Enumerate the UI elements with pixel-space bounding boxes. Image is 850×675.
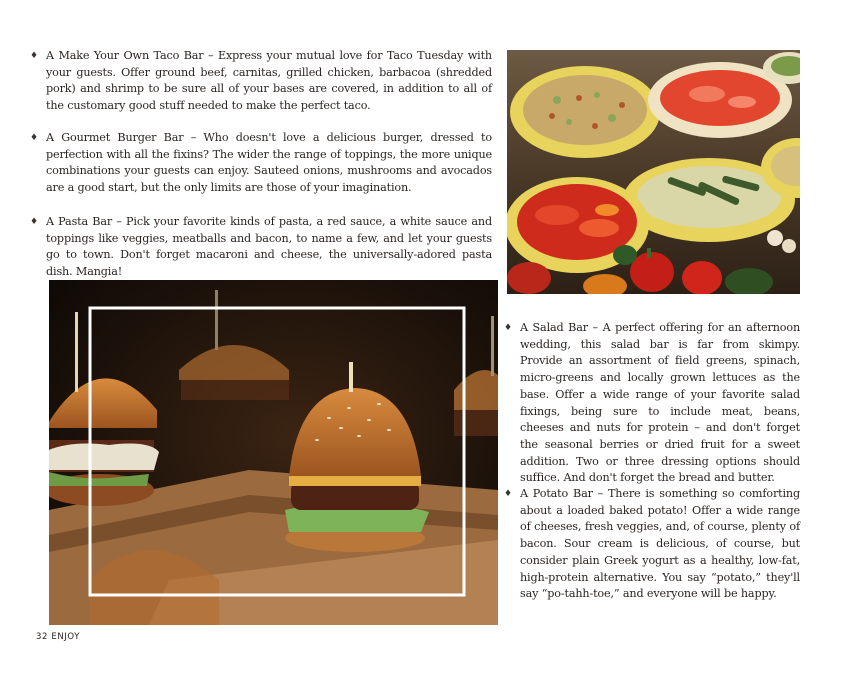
bullet-icon: ♦ <box>30 51 38 61</box>
taco-bar-paragraph <box>30 48 492 115</box>
red-pepper <box>630 252 674 292</box>
page-footer <box>36 632 80 642</box>
green-pepper <box>613 245 637 265</box>
pasta-salad <box>523 75 647 145</box>
burger-bar-photo <box>49 280 498 625</box>
salad-bar-photo <box>507 50 800 294</box>
burger-bar-text: A Gourmet Burger Bar – Who doesn't love a delicious burger, dressed to perfection with all the fixins? The wider the range of toppings, the more unique combinations your guests can enjoy. Sauteed onions, mushrooms and avocados are a good start, but the only limits are those of your imagination. <box>46 131 492 195</box>
burger-bar-illustration <box>49 280 498 625</box>
pasta-bar-paragraph <box>30 214 492 281</box>
salad-bar-text: A Salad Bar – A perfect offering for an afternoon wedding, this salad bar is far from skimpy. Provide an assortment of field greens, spinach, micro-greens and locally grown lettuces as the base. Offer a wide range of your favorite salad fixings, being sure to include meat, beans, cheeses and nuts for protein – and don't forget the seasonal berries or dried fruit for a sweet addition. Two or three dressing options should suffice. And don't forget the bread and butter. <box>520 321 800 485</box>
section-name: ENJOY <box>51 632 80 642</box>
taco-bar-text: A Make Your Own Taco Bar – Express your mutual love for Taco Tuesday with your guests. Offer ground beef, carnitas, grilled chicken, barbacoa (shredded pork) and shrimp to be sure all of your bases are covered, in addition to all of the customary good stuff needed to make the perfect taco. <box>46 49 492 113</box>
bullet-icon: ♦ <box>30 133 38 143</box>
pasta-bar-text: A Pasta Bar – Pick your favorite kinds of pasta, a red sauce, a white sauce and toppings like veggies, meatballs and bacon, to name a few, and let your guests go to town. Don't forget macaroni and cheese, the universally-adored pasta dish. Mangia! <box>46 215 492 279</box>
potato-bar-paragraph <box>504 486 800 603</box>
potato-bar-text: A Potato Bar – There is something so comforting about a loaded baked potato! Offer a wide range of cheeses, fresh veggies, and, of course, plenty of bacon. Sour cream is delicious, of course, but consider plain Greek yogurt as a healthy, low-fat, high-protein alternative. You say “potato,” they'll say “po-tahh-toe,” and everyone will be happy. <box>520 487 800 601</box>
salad-bar-paragraph <box>504 320 800 487</box>
mushroom <box>767 230 783 246</box>
bullet-icon: ♦ <box>504 489 512 499</box>
bullet-icon: ♦ <box>504 323 512 333</box>
burger-bar-paragraph <box>30 130 492 197</box>
salad-bar-illustration <box>507 50 800 294</box>
bullet-icon: ♦ <box>30 217 38 227</box>
page-number: 32 <box>36 632 49 642</box>
